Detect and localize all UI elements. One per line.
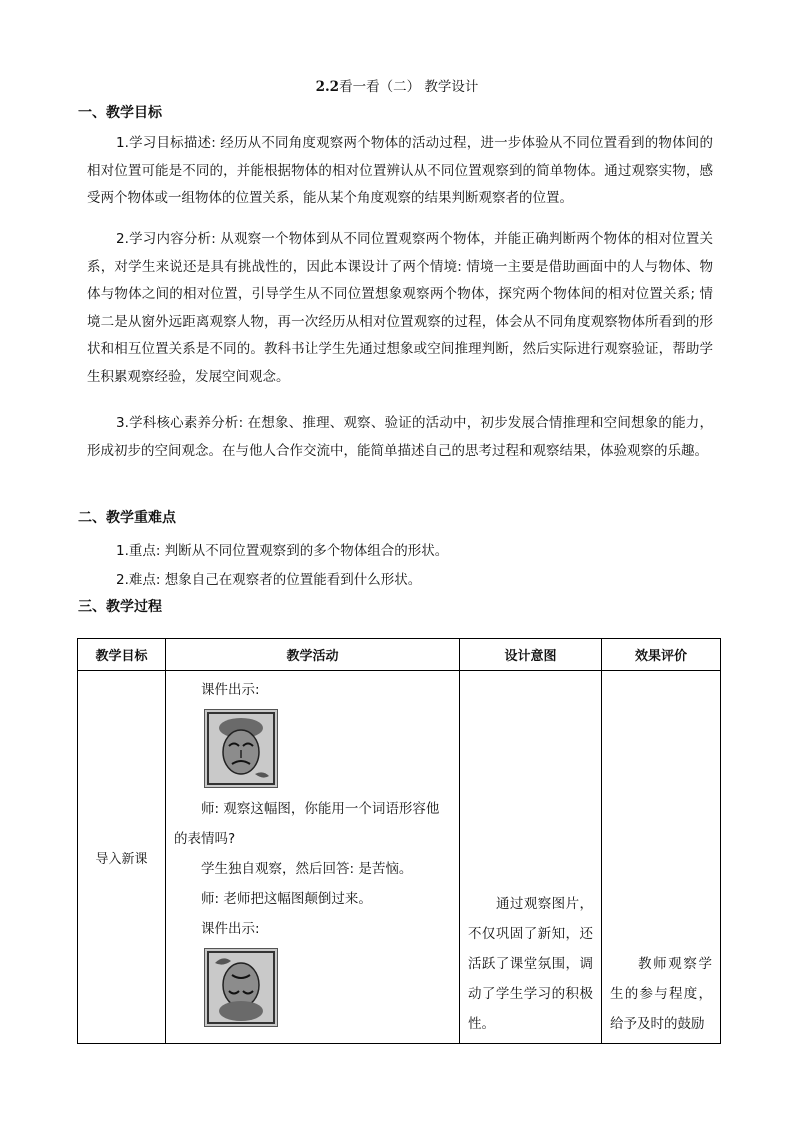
key-point: 1.重点: 判断从不同位置观察到的多个物体组合的形状。 <box>116 543 449 559</box>
cell-goal <box>78 671 166 1044</box>
paragraph-content-analysis: 2.学习内容分析: 从观察一个物体到从不同位置观察两个物体，并能正确判断两个物体的相对位置关系，对学生来说还是具有挑战性的，因此本课设计了两个情境: 情境一主要是借助画面中的人与物体、物体与物体之间的相对位置，引导学生从不同位置想象观察两个物体，探究两个物体间的相对位置关系; 情境二是从窗外远距离观察人物，再一次经历从相对位置观察的过程，体会从不同角度观察物体所看到的形状和相互位置关系是不同的。教科书让学生先通过想象或空间推理判断，然后实际进行观察验证，帮助学生积累观察经验，发展空间观念。 <box>87 231 713 385</box>
cell-evaluation <box>602 671 721 1044</box>
inverted-face-image <box>204 948 278 1027</box>
header-evaluation: 效果评价 <box>602 639 721 671</box>
table-row <box>78 671 721 1044</box>
page-title: 2.2看一看（二） 教学设计 <box>315 79 479 95</box>
section-heading-goals: 一、教学目标 <box>78 105 162 121</box>
paragraph-core-literacy: 3.学科核心素养分析: 在想象、推理、观察、验证的活动中，初步发展合情推理和空间想象的能力，形成初步的空间观念。在与他人合作交流中，能简单描述自己的思考过程和观察结果，体验观察的乐趣。 <box>87 415 713 459</box>
intent-text: 通过观察图片，不仅巩固了新知，还活跃了课堂氛围，调动了学生学习的积极性。 <box>468 896 593 1032</box>
header-activity: 教学活动 <box>166 639 460 671</box>
goal-text: 导入新课 <box>95 851 148 867</box>
activity-line: 课件出示: <box>201 682 260 698</box>
activity-line: 师: 观察这幅图，你能用一个词语形容他的表情吗? <box>174 801 440 847</box>
cell-activity <box>166 671 460 1044</box>
activity-line: 课件出示: <box>201 921 260 937</box>
activity-line: 学生独自观察，然后回答: 是苦恼。 <box>201 861 413 877</box>
upright-face-image <box>204 709 278 788</box>
difficult-point: 2.难点: 想象自己在观察者的位置能看到什么形状。 <box>116 572 422 588</box>
section-heading-process: 三、教学过程 <box>78 599 162 615</box>
header-goal: 教学目标 <box>78 639 166 671</box>
paragraph-goal-description: 1.学习目标描述: 经历从不同角度观察两个物体的活动过程，进一步体验从不同位置看到的物体间的相对位置可能是不同的，并能根据物体的相对位置辨认从不同位置观察到的简单物体。通过观察实物，感受两个物体或一组物体的位置关系，能从某个角度观察的结果判断观察者的位置。 <box>87 135 713 206</box>
evaluation-text: 教师观察学生的参与程度，给予及时的鼓励 <box>610 956 712 1032</box>
teaching-process-table <box>77 638 721 1044</box>
activity-line: 师: 老师把这幅图颠倒过来。 <box>201 891 372 907</box>
header-intent: 设计意图 <box>460 639 602 671</box>
section-heading-key-points: 二、教学重难点 <box>78 510 176 526</box>
cell-intent <box>460 671 602 1044</box>
table-header-row <box>78 639 721 671</box>
